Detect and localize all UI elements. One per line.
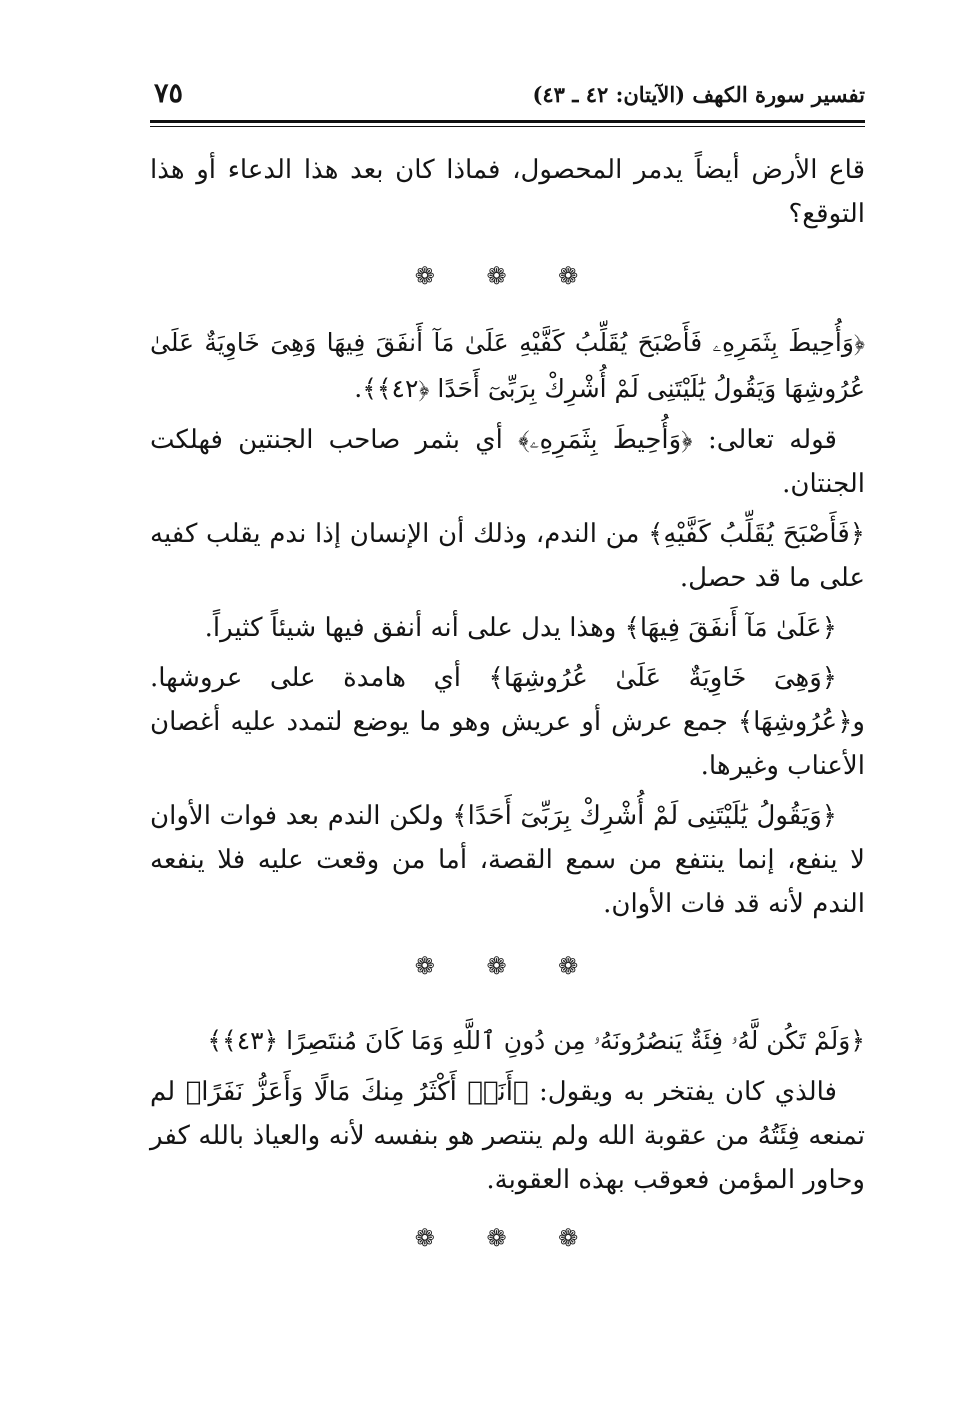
- section-separator: ❁ ❁ ❁: [414, 1224, 601, 1252]
- page-number: ٧٥: [154, 78, 184, 109]
- commentary-paragraph: فالذي كان يفتخر به ويقول: ﴿أَنَا۠ أَكْثَرُ مِنكَ مَالًا وَأَعَزُّ نَفَرًا﴾ لم تمنعه فِئَتُهُ من عقوبة الله ولم ينتصر هو بنفسه لأنه والعياذ بالله كفر وحاور المؤمن فعوقب بهذه العقوبة.: [150, 1077, 865, 1195]
- commentary-paragraph: ﴿فَأَصْبَحَ يُقَلِّبُ كَفَّيْهِ﴾ من الندم، وذلك أن الإنسان إذا ندم يقلب كفيه على ما قد حصل.: [150, 519, 865, 593]
- commentary-paragraph: قوله تعالى: ﴿وَأُحِيطَ بِثَمَرِهِۦ﴾ أي بثمر صاحب الجنتين فهلكت الجنتان.: [150, 425, 865, 499]
- page-header: [150, 78, 865, 122]
- section-separator: ❁ ❁ ❁: [414, 262, 601, 290]
- paragraph-intro: قاع الأرض أيضاً يدمر المحصول، فماذا كان بعد هذا الدعاء أو هذا التوقع؟: [150, 155, 865, 229]
- verse-43: ﴿وَلَمْ تَكُن لَّهُۥ فِئَةٌ يَنصُرُونَهُۥ مِن دُونِ ٱللَّهِ وَمَا كَانَ مُنتَصِرًا ﴿٤٣﴾﴾: [207, 1026, 865, 1055]
- commentary-paragraph: ﴿وَيَقُولُ يَٰلَيْتَنِى لَمْ أُشْرِكْ بِرَبِّىٓ أَحَدًا﴾ ولكن الندم بعد فوات الأوان لا ينفع، إنما ينتفع من سمع القصة، أما من وقعت عليه فلا ينفعه الندم لأنه قد فات الأوان.: [150, 801, 865, 919]
- verse-42: ﴿وَأُحِيطَ بِثَمَرِهِۦ فَأَصْبَحَ يُقَلِّبُ كَفَّيْهِ عَلَىٰ مَآ أَنفَقَ فِيهَا وَهِىَ خَاوِيَةٌ عَلَىٰ عُرُوشِهَا وَيَقُولُ يَٰلَيْتَنِى لَمْ أُشْرِكْ بِرَبِّىٓ أَحَدًا ﴿٤٢﴾﴾.: [150, 328, 865, 403]
- commentary-paragraph: ﴿عَلَىٰ مَآ أَنفَقَ فِيهَا﴾ وهذا يدل على أنه أنفق فيها شيئاً كثيراً.: [204, 613, 837, 643]
- page-body: [150, 148, 865, 1260]
- running-title: تفسير سورة الكهف (الآيتان: ٤٢ ـ ٤٣): [532, 82, 865, 107]
- commentary-paragraph: ﴿وَهِىَ خَاوِيَةٌ عَلَىٰ عُرُوشِهَا﴾ أي هامدة على عروشها. و﴿عُرُوشِهَا﴾ جمع عرش أو عريش وهو ما يوضع لتمدد عليه أغصان الأعناب وغيرها.: [150, 663, 865, 781]
- header-rule-thin: [150, 126, 865, 127]
- header-rule-thick: [150, 120, 865, 123]
- section-separator: ❁ ❁ ❁: [414, 952, 601, 980]
